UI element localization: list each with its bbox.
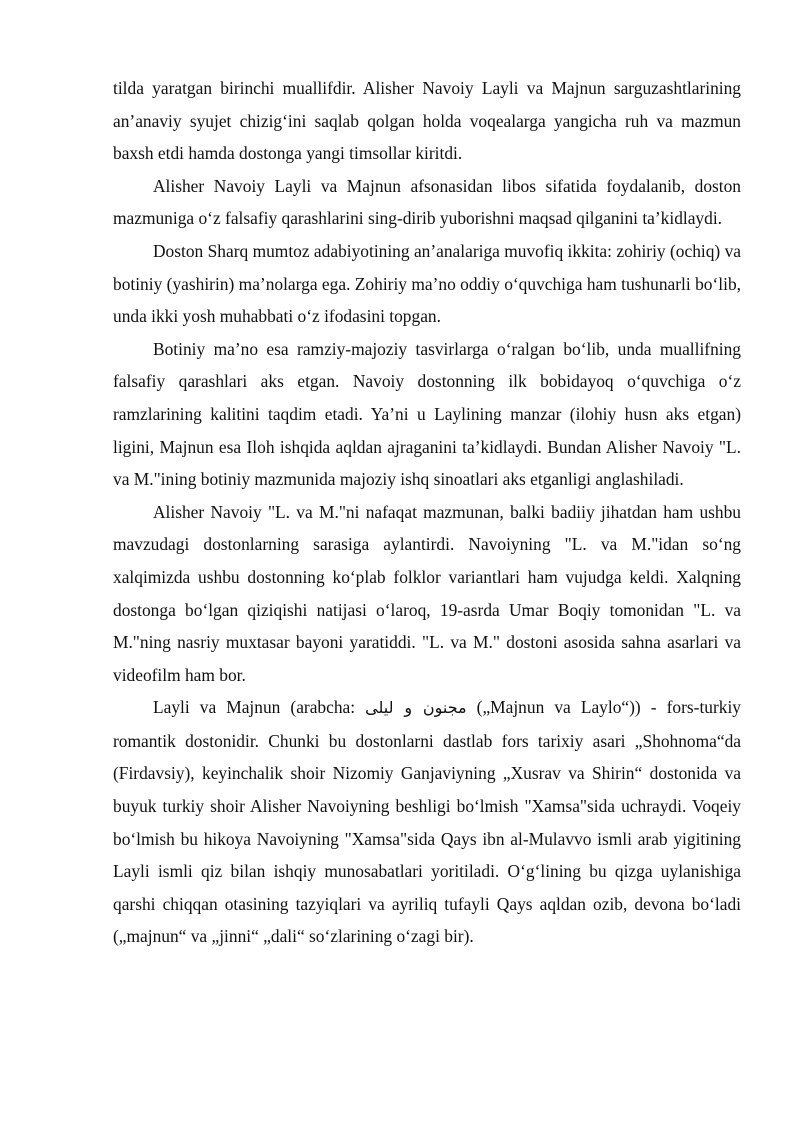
paragraph-6-rest: („Majnun va Laylo“)) - fors-turkiy romantik dostonidir. Chunki bu dostonlarni dastlab fors tarixiy asari „Shohnoma“da (Firdavsiy), keyinchalik shoir Nizomiy Ganjaviyning „Xusrav va Shirin“ dostonida va buyuk turkiy shoir Alisher Navoiyning beshligi bo‘lmish "Xamsa"sida uchraydi. Voqeiy bo‘lmish bu hikoya Navoiyning "Xamsa"sida Qays ibn al-Mulavvo ismli arab yigitining Layli ismli qiz bilan ishqiy munosabatlari yoritiladi. O‘g‘lining bu qizga uylanishiga qarshi chiqqan otasining tazyiqlari va ayriliq tufayli Qays aqldan ozib, devona bo‘ladi („majnun“ va „jinni“ „dali“ so‘zlarining o‘zagi bir). [113,697,741,947]
paragraph-1: tilda yaratgan birinchi muallifdir. Alisher Navoiy Layli va Majnun sarguzashtlarining an’anaviy syujet chizig‘ini saqlab qolgan holda voqealarga yangicha ruh va mazmun baxsh etdi hamda dostonga yangi timsollar kiritdi. [113,78,741,164]
body-text [113,72,741,953]
paragraph-5: Alisher Navoiy "L. va M."ni nafaqat mazmunan, balki badiiy jihatdan ham ushbu mavzudagi dostonlarning sarasiga aylantirdi. Navoiyning "L. va M."idan so‘ng xalqimizda ushbu dostonning ko‘plab folklor variantlari ham vujudga keldi. Xalqning dostonga bo‘lgan qiziqishi natijasi o‘laroq, 19-asrda Umar Boqiy tomonidan "L. va M."ning nasriy muxtasar bayoni yaratiddi. "L. va M." dostoni asosida sahna asarlari va videofilm ham bor. [113,501,741,685]
paragraph-6-intro: Layli va Majnun (arabcha: [153,697,366,718]
paragraph-2: Alisher Navoiy Layli va Majnun afsonasidan libos sifatida foydalanib, doston mazmuniga o‘z falsafiy qarashlarini sing-dirib yuborishni maqsad qilganini ta’kidlaydi. [113,175,741,229]
paragraph-4: Botiniy ma’no esa ramziy-majoziy tasvirlarga o‘ralgan bo‘lib, unda muallifning falsafiy qarashlari aks etgan. Navoiy dostonning ilk bobidayoq o‘quvchiga o‘z ramzlarining kalitini taqdim etadi. Ya’ni u Laylining manzar (ilohiy husn aks etgan) ligini, Majnun esa Iloh ishqida aqldan ajraganini ta’kidlaydi. Bundan Alisher Navoiy "L. va M."ining botiniy mazmunida majoziy ishq sinoatlari aks etganligi anglashiladi. [113,338,741,490]
paragraph-3: Doston Sharq mumtoz adabiyotining an’analariga muvofiq ikkita: zohiriy (ochiq) va botiniy (yashirin) ma’nolarga ega. Zohiriy ma’no oddiy o‘quvchiga ham tushunarli bo‘lib, unda ikki yosh muhabbati o‘z ifodasini topgan. [113,240,741,327]
arabic-title: مجنون و ليلى [365,698,467,718]
paragraph-6 [113,691,741,953]
